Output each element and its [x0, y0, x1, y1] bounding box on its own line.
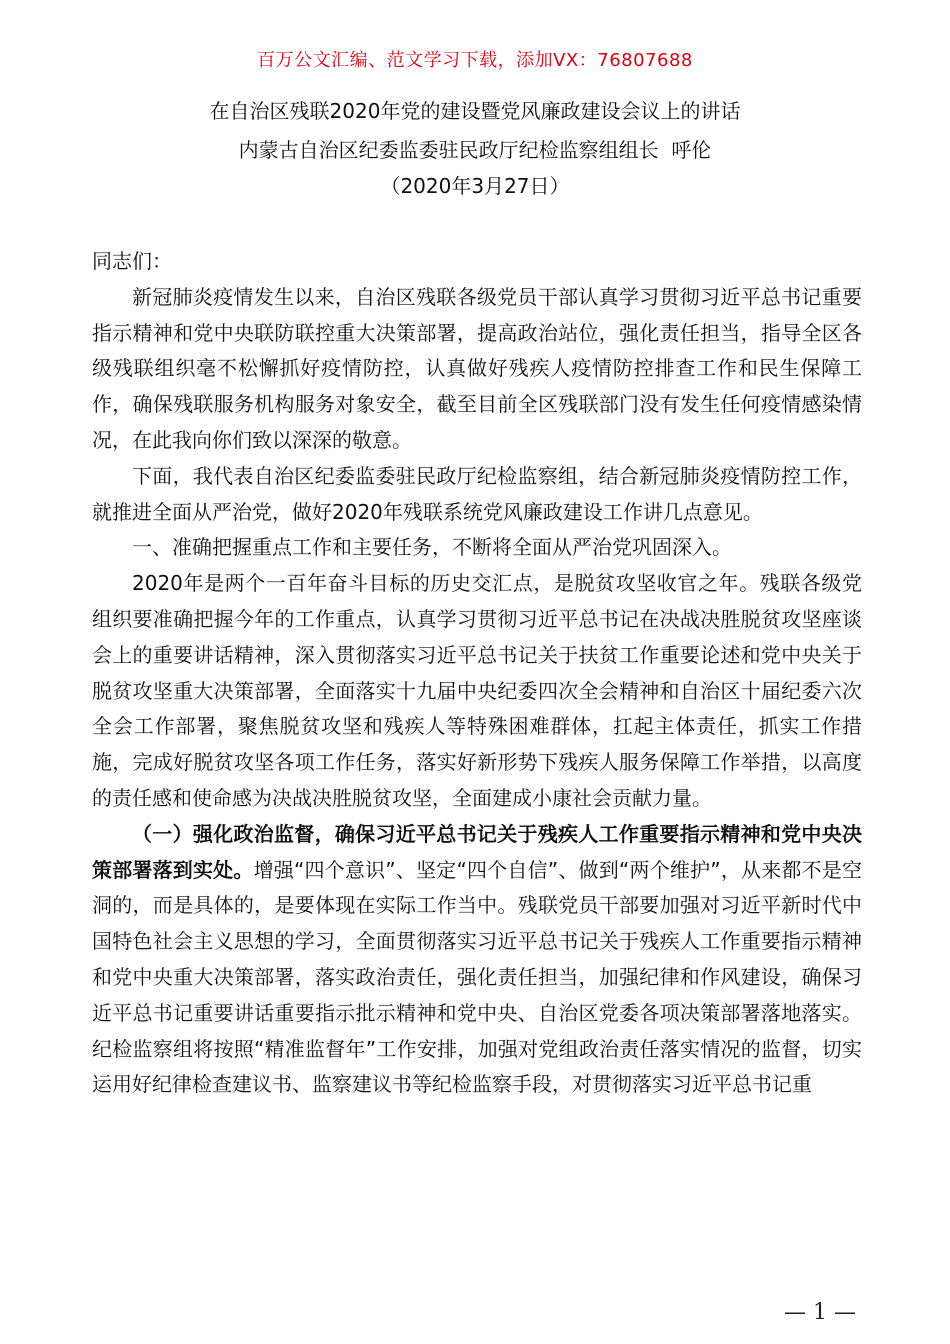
paragraph-5-text: 增强“四个意识”、坚定“四个自信”、做到“两个维护”，从来都不是空洞的，而是具体的，是要体现在实际工作当中。残联党员干部要加强对习近平新时代中国特色社会主义思想的学习，全面贯彻落实习近平总书记关于残疾人工作重要指示精神和党中央重大决策部署，落实政治责任，强化责任担当，加强纪律和作风建设，确保习近平总书记重要讲话重要指示批示精神和党中央、自治区党委各项决策部署落地落实。纪检监察组将按照“精准监督年”工作安排，加强对党组政治责任落实情况的监督，切实运用好纪律检查建议书、监察建议书等纪检监察手段，对贯彻落实习近平总书记重	[92, 857, 863, 1097]
document-title: 在自治区残联2020年党的建设暨党风廉政建设会议上的讲话	[209, 99, 741, 123]
section-heading-1: 一、准确把握重点工作和主要任务，不断将全面从严治党巩固深入。	[132, 535, 732, 560]
salutation: 同志们：	[92, 249, 172, 273]
speaker-line: 内蒙古自治区纪委监委驻民政厅纪检监察组组长 呼伦	[238, 138, 712, 162]
paragraph-4: 2020年是两个一百年奋斗目标的历史交汇点，是脱贫攻坚收官之年。残联各级党组织要准确把握今年的工作重点，认真学习贯彻习近平总书记在决战决胜脱贫攻坚座谈会上的重要讲话精神，深入贯彻落实习近平总书记关于扶贫工作重要论述和党中央关于脱贫攻坚重大决策部署，全面落实十九届中央纪委四次全会精神和自治区十届纪委六次全会工作部署，聚焦脱贫攻坚和残疾人等特殊困难群体，扛起主体责任，抓实工作措施，完成好脱贫攻坚各项工作任务，落实好新形势下残疾人服务保障工作举措，以高度的责任感和使命感为决战决胜脱贫攻坚，全面建成小康社会贡献力量。	[92, 571, 862, 810]
date-line: （2020年3月27日）	[380, 174, 570, 198]
paragraph-2: 下面，我代表自治区纪委监委驻民政厅纪检监察组，结合新冠肺炎疫情防控工作，就推进全面从严治党，做好2020年残联系统党风廉政建设工作讲几点意见。	[92, 463, 862, 524]
subsection-heading-1: （一）强化政治监督，确保习近平总书记关于残疾人工作重要指示精神和党中央决策部署落到实处。	[92, 821, 862, 882]
paragraph-5	[92, 817, 862, 1103]
paragraph-1: 新冠肺炎疫情发生以来，自治区残联各级党员干部认真学习贯彻习近平总书记重要指示精神和党中央联防联控重大决策部署，提高政治站位，强化责任担当，指导全区各级残联组织毫不松懈抓好疫情防控，认真做好残疾人疫情防控排查工作和民生保障工作，确保残联服务机构服务对象安全，截至目前全区残联部门没有发生任何疫情感染情况，在此我向你们致以深深的敬意。	[92, 284, 862, 452]
speech-body	[92, 244, 862, 1103]
page-number: — 1 —	[784, 1300, 856, 1325]
watermark-text: 百万公文汇编、范文学习下载，添加VX：76807688	[257, 50, 693, 71]
